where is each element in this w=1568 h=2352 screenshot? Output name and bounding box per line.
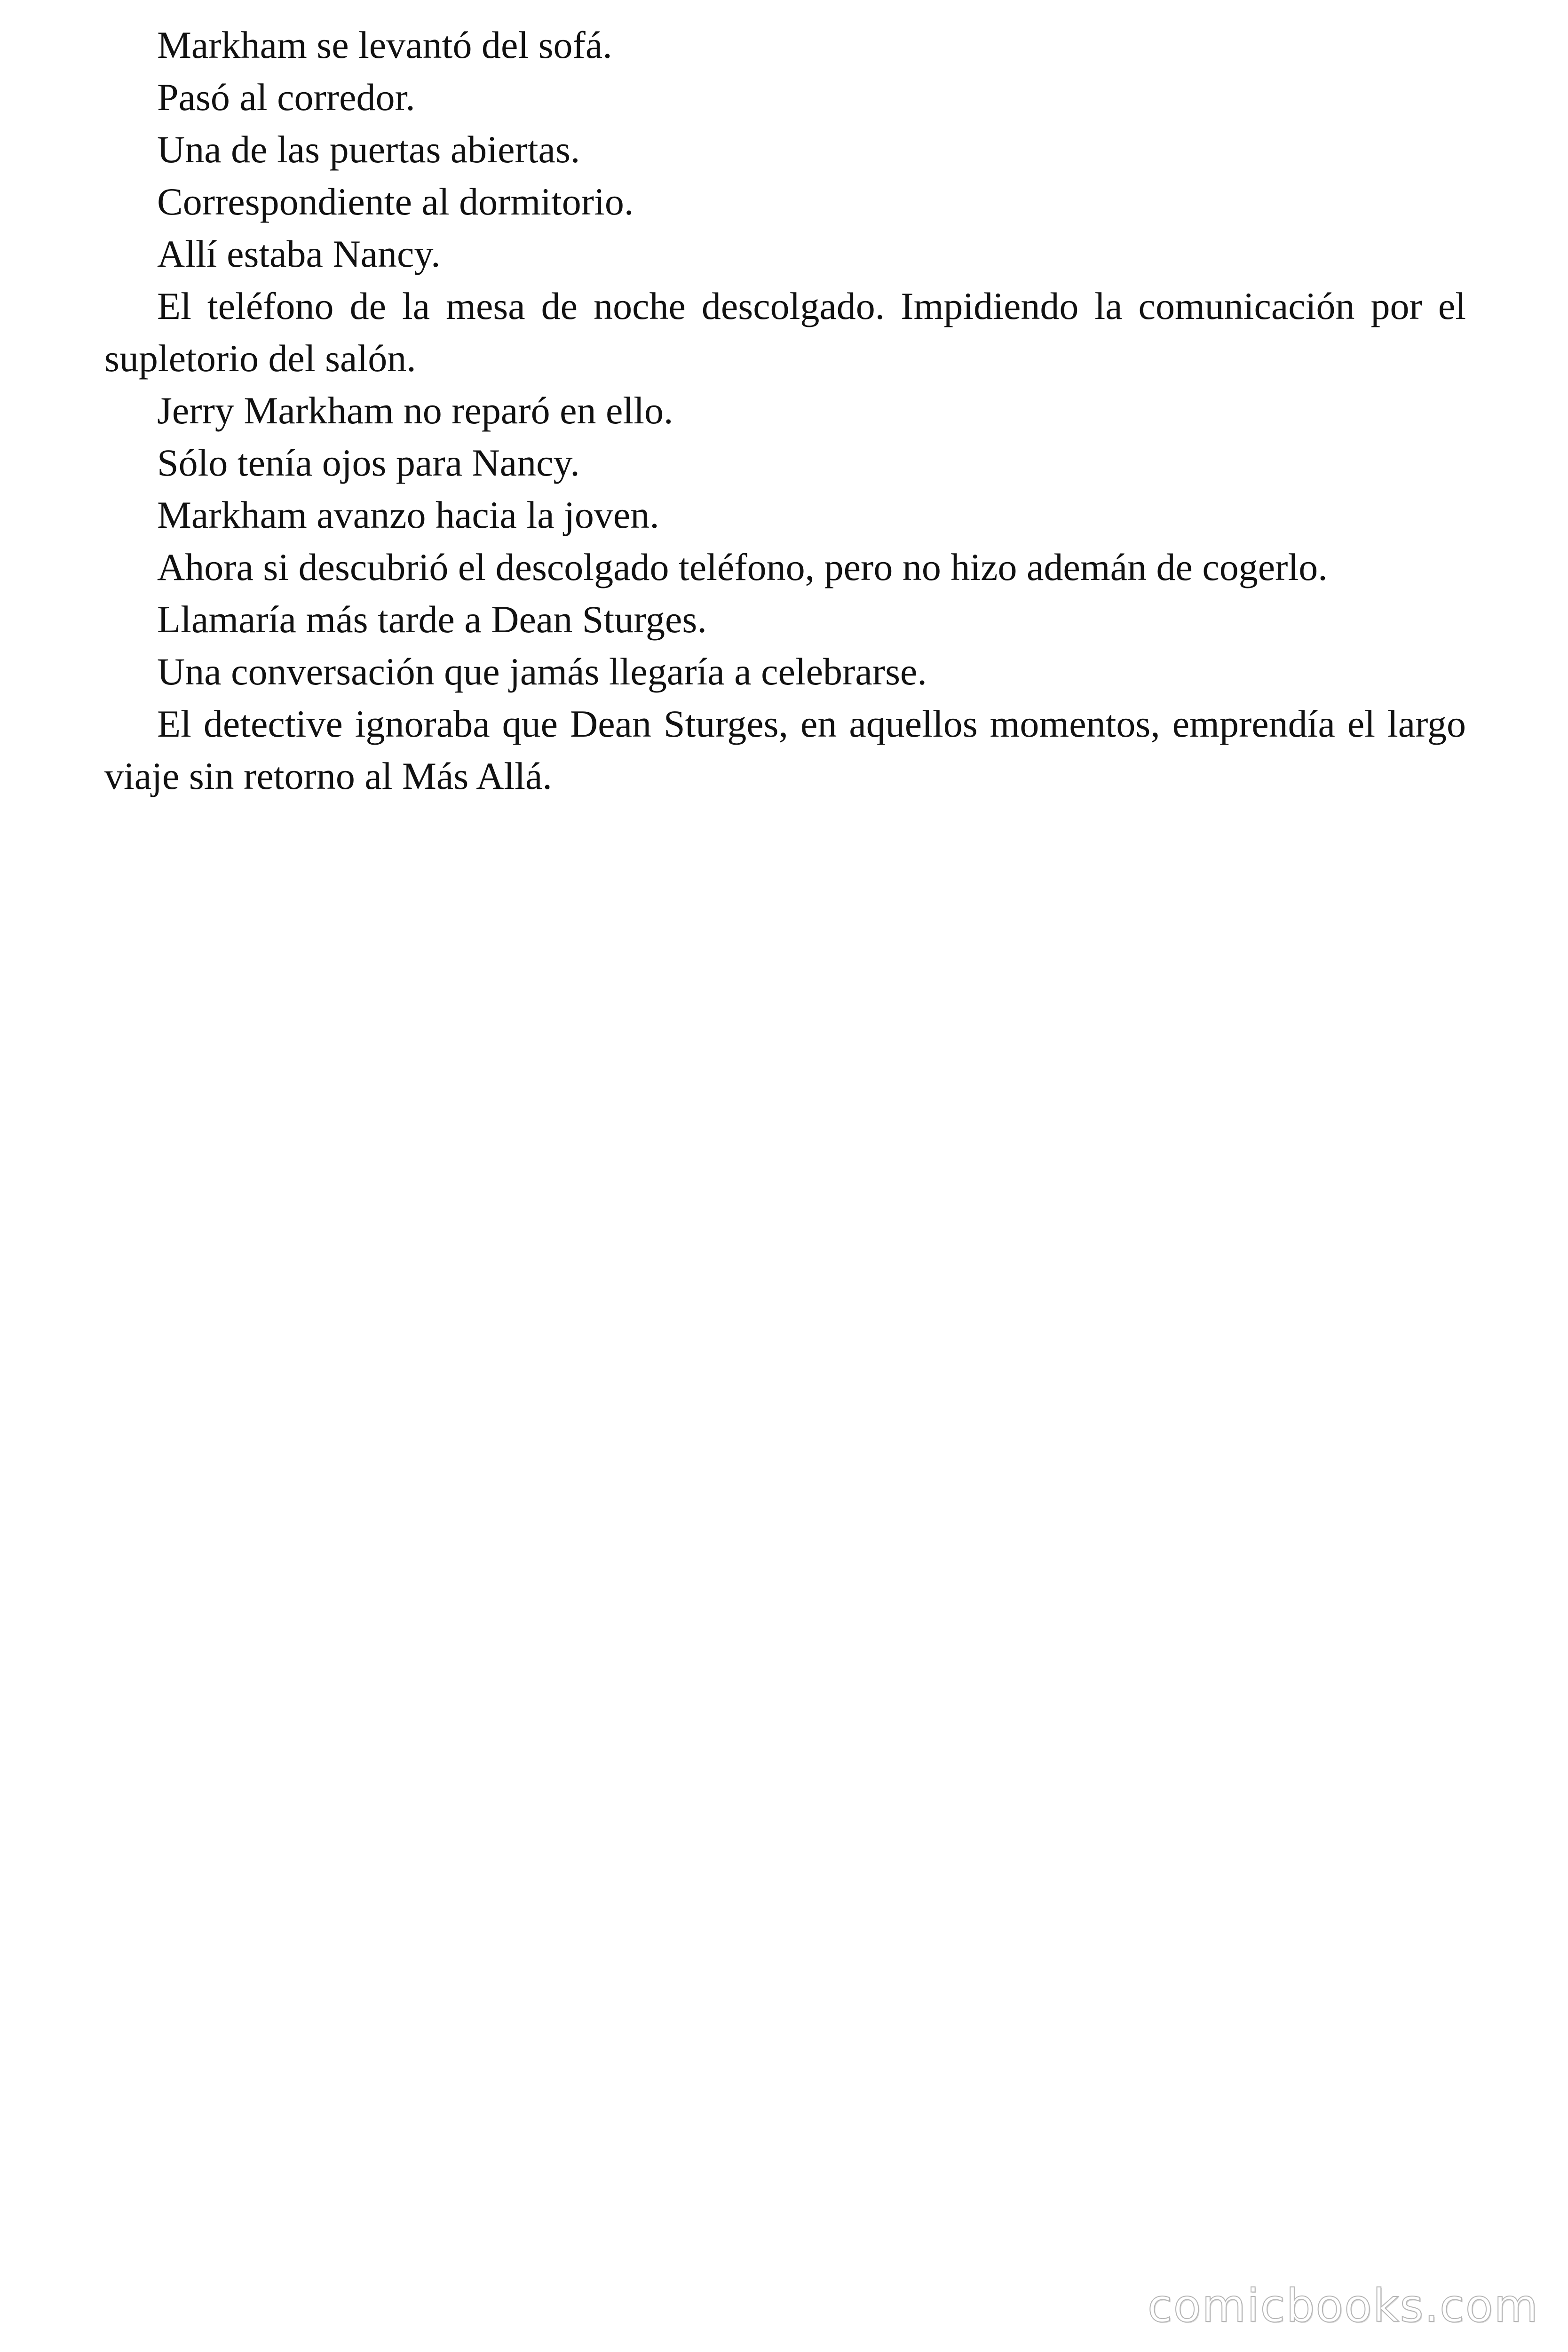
paragraph: Pasó al corredor. [157, 76, 415, 119]
paragraph: Una conversación que jamás llegaría a celebrarse. [157, 650, 927, 693]
paragraph: Markham avanzo hacia la joven. [157, 493, 659, 536]
paragraph: Ahora si descubrió el descolgado teléfono, pero no hizo ademán de cogerlo. [157, 546, 1328, 588]
paragraph: Llamaría más tarde a Dean Sturges. [157, 598, 707, 641]
paragraph: Correspondiente al dormitorio. [157, 180, 634, 223]
paragraph: El teléfono de la mesa de noche descolgado. Impidiendo la comunicación por el supletorio del salón. [104, 285, 1466, 380]
page-body-text [104, 19, 1466, 802]
paragraph: El detective ignoraba que Dean Sturges, en aquellos momentos, emprendía el largo viaje sin retorno al Más Allá. [104, 702, 1466, 797]
watermark: comicbooks.com [1147, 2280, 1539, 2332]
paragraph: Jerry Markham no reparó en ello. [157, 389, 673, 432]
paragraph: Sólo tenía ojos para Nancy. [157, 441, 580, 484]
paragraph: Allí estaba Nancy. [157, 232, 441, 275]
paragraph: Markham se levantó del sofá. [157, 24, 612, 66]
paragraph: Una de las puertas abiertas. [157, 128, 580, 171]
